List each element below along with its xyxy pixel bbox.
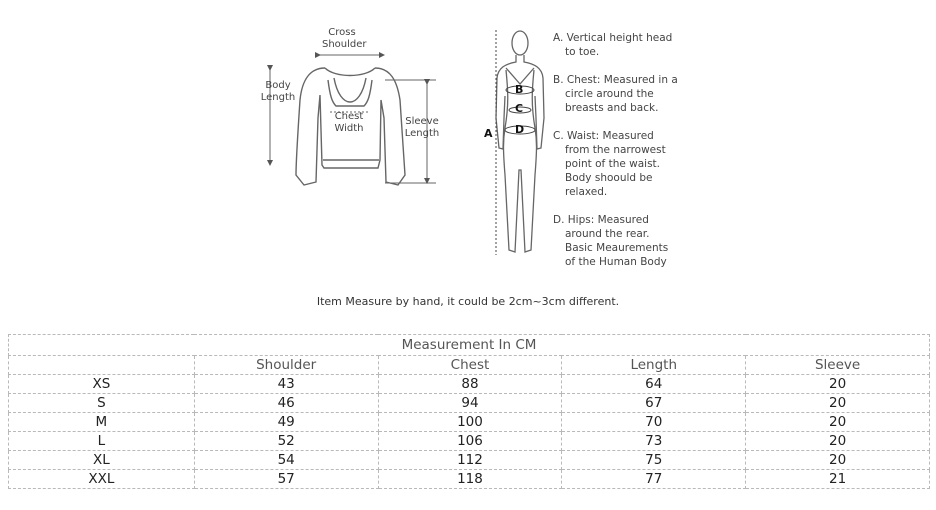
length-cell: 64 xyxy=(562,375,746,394)
sleeve-cell: 20 xyxy=(746,413,930,432)
size-table xyxy=(8,334,930,489)
size-cell: XL xyxy=(9,451,195,470)
measurement-definitions xyxy=(553,31,693,283)
header-shoulder: Shoulder xyxy=(194,356,378,375)
shoulder-cell: 49 xyxy=(194,413,378,432)
sleeve-cell: 20 xyxy=(746,394,930,413)
table-row xyxy=(9,432,930,451)
size-cell: L xyxy=(9,432,195,451)
letter-d: D xyxy=(515,123,525,136)
measure-note: Item Measure by hand, it could be 2cm~3cm different. xyxy=(316,295,620,308)
chest-cell: 88 xyxy=(378,375,562,394)
size-cell: XS xyxy=(9,375,195,394)
definition-b: B. Chest: Measured in a circle around the breasts and back. xyxy=(553,74,678,114)
letter-c: C xyxy=(515,102,524,115)
body-length-label: Body Length xyxy=(260,80,296,103)
chest-cell: 106 xyxy=(378,432,562,451)
shoulder-cell: 52 xyxy=(194,432,378,451)
header-length: Length xyxy=(562,356,746,375)
chest-cell: 118 xyxy=(378,470,562,489)
definition-d: D. Hips: Measured around the rear. Basic Meaurements of the Human Body xyxy=(553,214,669,268)
shoulder-cell: 57 xyxy=(194,470,378,489)
length-cell: 77 xyxy=(562,470,746,489)
human-body-icon xyxy=(496,31,544,252)
sleeve-cell: 20 xyxy=(746,451,930,470)
header-sleeve: Sleeve xyxy=(746,356,930,375)
table-row xyxy=(9,375,930,394)
chest-cell: 100 xyxy=(378,413,562,432)
header-row xyxy=(9,356,930,375)
shoulder-cell: 43 xyxy=(194,375,378,394)
header-chest: Chest xyxy=(378,356,562,375)
cross-shoulder-label: Cross Shoulder xyxy=(322,27,367,50)
header-size xyxy=(9,356,195,375)
table-row xyxy=(9,470,930,489)
length-cell: 73 xyxy=(562,432,746,451)
size-cell: S xyxy=(9,394,195,413)
length-cell: 75 xyxy=(562,451,746,470)
sleeve-cell: 20 xyxy=(746,375,930,394)
sleeve-cell: 20 xyxy=(746,432,930,451)
chest-cell: 112 xyxy=(378,451,562,470)
table-row xyxy=(9,413,930,432)
sleeve-cell: 21 xyxy=(746,470,930,489)
size-cell: M xyxy=(9,413,195,432)
length-cell: 67 xyxy=(562,394,746,413)
definition-c: C. Waist: Measured from the narrowest point of the waist. Body shoould be relaxed. xyxy=(553,130,666,198)
definition-a: A. Vertical height head to toe. xyxy=(553,32,673,58)
chest-cell: 94 xyxy=(378,394,562,413)
shoulder-cell: 46 xyxy=(194,394,378,413)
chest-width-label: Chest Width xyxy=(334,111,364,134)
letter-a: A xyxy=(484,127,493,140)
sleeve-length-label: Sleeve Length xyxy=(404,116,440,139)
shoulder-cell: 54 xyxy=(194,451,378,470)
table-caption: Measurement In CM xyxy=(9,335,930,356)
size-cell: XXL xyxy=(9,470,195,489)
table-row xyxy=(9,451,930,470)
length-cell: 70 xyxy=(562,413,746,432)
table-row xyxy=(9,394,930,413)
letter-b: B xyxy=(515,83,524,96)
